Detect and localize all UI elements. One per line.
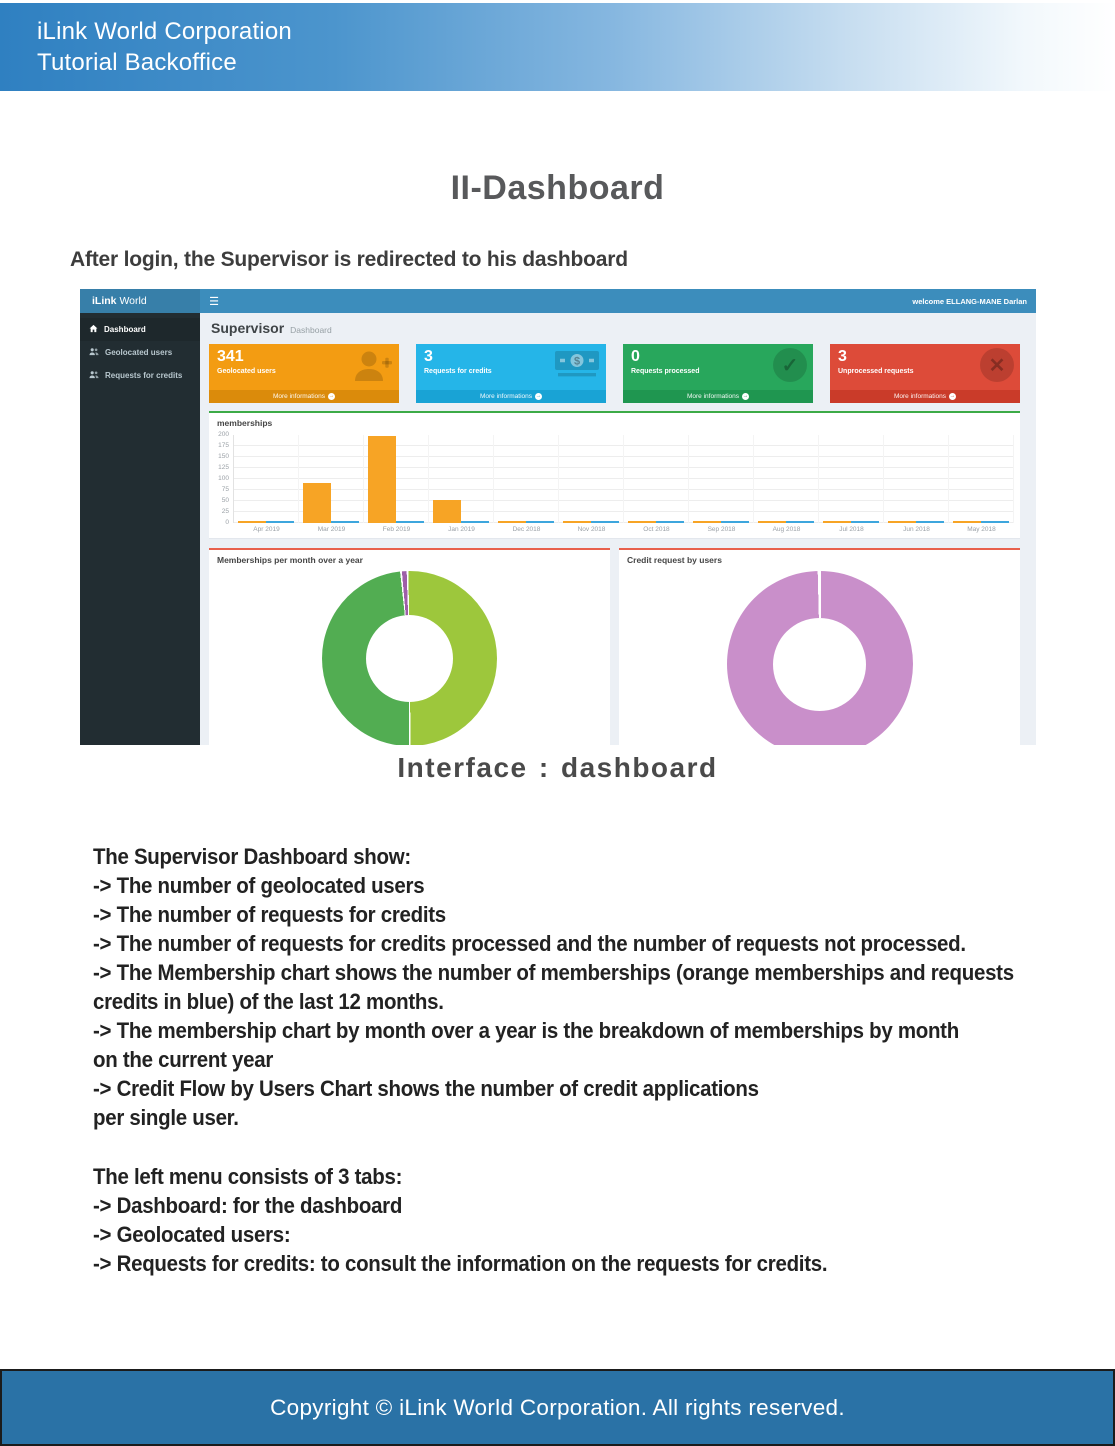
stat-box-main xyxy=(209,344,399,390)
credit-donut-title: Credit request by users xyxy=(627,555,722,565)
requests-bar xyxy=(656,521,684,523)
requests-bar xyxy=(266,521,294,523)
sidebar-item-dashboard[interactable] xyxy=(80,318,200,341)
membership-bar xyxy=(563,521,591,523)
sidebar-item-label: Requests for credits xyxy=(105,371,183,380)
bar-group-aug-2018 xyxy=(754,435,819,523)
membership-bar xyxy=(693,521,721,523)
bar-group-apr-2019 xyxy=(234,435,299,523)
page-heading xyxy=(211,320,1020,336)
body-line: per single user. xyxy=(93,1105,239,1130)
membership-bar xyxy=(953,521,981,523)
donut-charts-row xyxy=(209,548,1020,745)
body-line: -> Credit Flow by Users Chart shows the number of credit applications xyxy=(93,1076,759,1101)
users-icon xyxy=(89,370,99,381)
more-informations-label: More informations xyxy=(893,393,947,400)
requests-bar xyxy=(721,521,749,523)
users-icon xyxy=(89,347,99,358)
memberships-donut-chart xyxy=(322,571,497,745)
stat-value: 0 xyxy=(631,348,640,365)
x-tick-label: Jan 2019 xyxy=(448,526,475,533)
svg-text:$: $ xyxy=(573,355,581,368)
page-title: II-Dashboard xyxy=(450,169,665,207)
sidebar-item-label: Dashboard xyxy=(104,325,146,334)
more-informations-label: More informations xyxy=(686,393,740,400)
requests-bar xyxy=(331,521,359,523)
y-tick-label: 125 xyxy=(218,464,229,471)
bar-group-mar-2019 xyxy=(299,435,364,523)
stat-value: 3 xyxy=(838,348,847,365)
sidebar-item-label: Geolocated users xyxy=(105,348,173,357)
more-informations-link[interactable] xyxy=(209,390,399,403)
more-informations-link[interactable] xyxy=(416,390,606,403)
membership-bar xyxy=(758,521,786,523)
body-line: credits in blue) of the last 12 months. xyxy=(93,989,444,1014)
intro-text: After login, the Supervisor is redirected to his dashboard xyxy=(70,248,628,271)
membership-bar xyxy=(303,483,331,523)
stat-label: Geolocated users xyxy=(217,368,276,375)
credit-donut-chart xyxy=(727,571,913,745)
heading-subtitle: Dashboard xyxy=(290,325,332,335)
stat-label: Requests processed xyxy=(631,368,700,375)
arrow-circle-icon: → xyxy=(742,393,749,399)
body-line: -> The number of geolocated users xyxy=(93,873,425,898)
stat-box-main xyxy=(623,344,813,390)
stat-boxes-row xyxy=(209,344,1020,403)
bar-group-oct-2018 xyxy=(624,435,689,523)
bar-group-jan-2019 xyxy=(429,435,494,523)
header-line-2: Tutorial Backoffice xyxy=(37,49,237,76)
heading-title: Supervisor xyxy=(211,320,285,336)
more-informations-label: More informations xyxy=(272,393,326,400)
arrow-circle-icon: → xyxy=(328,393,335,399)
sidebar-item-geolocated-users[interactable] xyxy=(80,341,200,364)
y-tick-label: 100 xyxy=(218,475,229,482)
x-tick-label: Oct 2018 xyxy=(643,526,670,533)
bar-group-nov-2018 xyxy=(559,435,624,523)
money-icon xyxy=(554,348,600,383)
header-line-1: iLink World Corporation xyxy=(37,18,292,45)
x-tick-label: Aug 2018 xyxy=(772,526,801,533)
bar-group-dec-2018 xyxy=(494,435,559,523)
bar-group-may-2018 xyxy=(949,435,1014,523)
sidebar-item-requests-for-credits[interactable] xyxy=(80,364,200,387)
x-axis-labels xyxy=(234,523,1014,538)
membership-bar xyxy=(238,521,266,523)
plot-area xyxy=(233,435,1014,523)
stat-value: 3 xyxy=(424,348,433,365)
membership-bar xyxy=(368,436,396,523)
x-tick-label: May 2018 xyxy=(967,526,996,533)
requests-bar xyxy=(851,521,879,523)
y-axis xyxy=(213,431,233,526)
sidebar xyxy=(80,313,200,745)
memberships-donut-title: Memberships per month over a year xyxy=(217,555,363,565)
requests-bar xyxy=(786,521,814,523)
x-tick-label: Dec 2018 xyxy=(512,526,541,533)
stat-box-main xyxy=(830,344,1020,390)
body-line: -> The membership chart by month over a year is the breakdown of memberships by month xyxy=(93,1018,959,1043)
dashboard-navbar xyxy=(80,289,1036,313)
memberships-chart-title: memberships xyxy=(217,418,273,428)
more-informations-link[interactable] xyxy=(623,390,813,403)
x-circle-icon: ✕ xyxy=(980,348,1014,382)
x-tick-label: Apr 2019 xyxy=(253,526,280,533)
membership-bar xyxy=(498,521,526,523)
x-tick-label: Feb 2019 xyxy=(382,526,411,533)
membership-bar xyxy=(888,521,916,523)
stat-box-requests-processed xyxy=(623,344,813,403)
footer-text: Copyright © iLink World Corporation. All rights reserved. xyxy=(270,1394,845,1420)
credit-donut-box xyxy=(619,548,1020,745)
dashboard-icon xyxy=(89,324,98,335)
slice-divider xyxy=(819,571,821,618)
membership-bar xyxy=(823,521,851,523)
y-tick-label: 25 xyxy=(221,508,229,515)
page-header xyxy=(0,3,1115,91)
arrow-circle-icon: → xyxy=(949,393,956,399)
welcome-user-text: welcome ELLANG-MANE Darlan xyxy=(912,296,1027,306)
x-tick-label: Nov 2018 xyxy=(577,526,606,533)
memberships-donut-box xyxy=(209,548,610,745)
y-tick-label: 0 xyxy=(225,519,229,526)
caption-text: Interface : dashboard xyxy=(397,752,718,783)
bar-group-sep-2018 xyxy=(689,435,754,523)
body-line: on the current year xyxy=(93,1047,274,1072)
stat-box-unprocessed-requests xyxy=(830,344,1020,403)
requests-bar xyxy=(526,521,554,523)
body-line: -> The number of requests for credits xyxy=(93,902,446,927)
requests-bar xyxy=(916,521,944,523)
stat-box-requests-for-credits xyxy=(416,344,606,403)
stat-value: 341 xyxy=(217,348,244,365)
membership-bar xyxy=(433,500,461,523)
dashboard-content xyxy=(200,313,1036,745)
memberships-bar-chart xyxy=(209,431,1020,526)
requests-bar xyxy=(591,521,619,523)
y-tick-label: 200 xyxy=(218,431,229,438)
bar-group-feb-2019 xyxy=(364,435,429,523)
more-informations-label: More informations xyxy=(479,393,533,400)
bar-group-jun-2018 xyxy=(884,435,949,523)
paragraph xyxy=(93,842,1097,1132)
y-tick-label: 50 xyxy=(221,497,229,504)
stat-box-main xyxy=(416,344,606,390)
x-tick-label: Jul 2018 xyxy=(839,526,864,533)
x-tick-label: Sep 2018 xyxy=(707,526,736,533)
dashboard-screenshot xyxy=(80,289,1036,745)
y-tick-label: 150 xyxy=(218,453,229,460)
membership-bar xyxy=(628,521,656,523)
body-line: -> Dashboard: for the dashboard xyxy=(93,1193,403,1218)
memberships-chart-box xyxy=(209,411,1020,539)
bar-group-jul-2018 xyxy=(819,435,884,523)
x-tick-label: Jun 2018 xyxy=(903,526,930,533)
requests-bar xyxy=(396,521,424,523)
user-plus-icon xyxy=(351,348,393,389)
body-line: -> Requests for credits: to consult the information on the requests for credits. xyxy=(93,1251,828,1276)
body-line: -> Geolocated users: xyxy=(93,1222,291,1247)
requests-bar xyxy=(461,521,489,523)
stat-box-geolocated-users xyxy=(209,344,399,403)
x-tick-label: Mar 2019 xyxy=(317,526,346,533)
body-text xyxy=(93,842,1097,1278)
y-tick-label: 175 xyxy=(218,442,229,449)
paragraph xyxy=(93,1162,1097,1278)
y-tick-label: 75 xyxy=(221,486,229,493)
stat-label: Requests for credits xyxy=(424,368,492,375)
body-line: The Supervisor Dashboard show: xyxy=(93,844,411,869)
more-informations-link[interactable] xyxy=(830,390,1020,403)
hamburger-icon[interactable]: ☰ xyxy=(209,295,219,308)
body-line: -> The number of requests for credits processed and the number of requests not processed. xyxy=(93,931,966,956)
requests-bar xyxy=(981,521,1009,523)
body-line: -> The Membership chart shows the number of memberships (orange memberships and requests xyxy=(93,960,1014,985)
stat-label: Unprocessed requests xyxy=(838,368,914,375)
check-circle-icon: ✓ xyxy=(773,348,807,382)
brand-text: iLink World xyxy=(92,295,147,307)
body-line: The left menu consists of 3 tabs: xyxy=(93,1164,403,1189)
brand-logo[interactable] xyxy=(80,289,200,313)
page-footer xyxy=(0,1369,1115,1446)
arrow-circle-icon: → xyxy=(535,393,542,399)
